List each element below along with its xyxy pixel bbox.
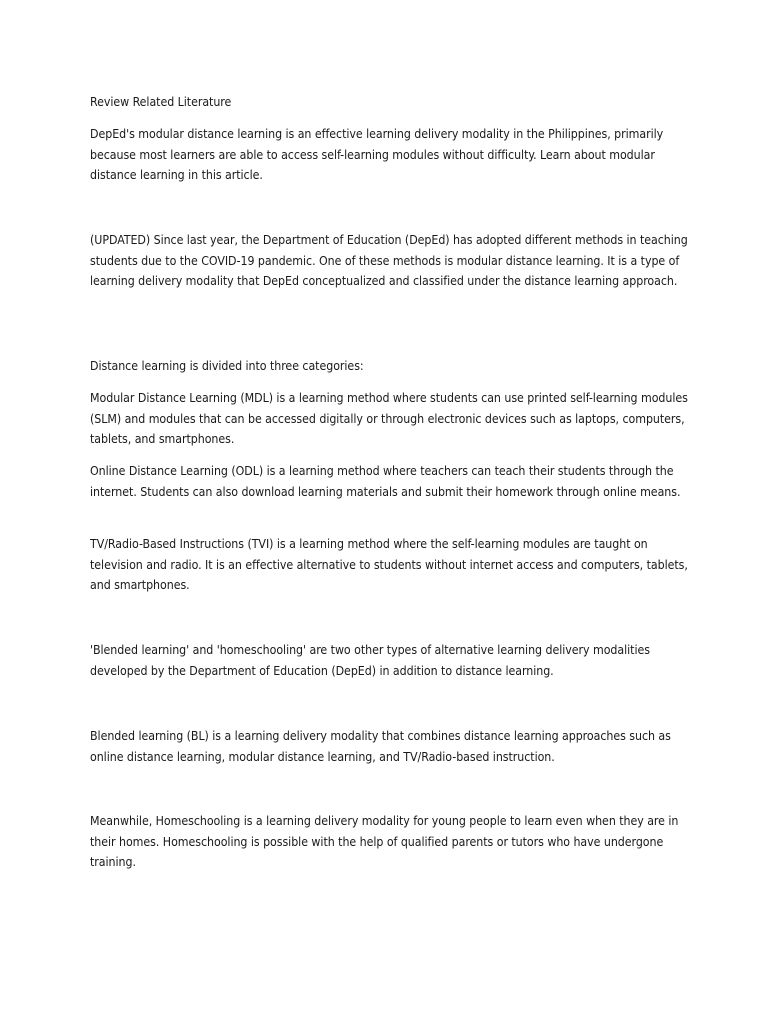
paragraph-odl: Online Distance Learning (ODL) is a learning method where teachers can teach their students through the internet. Students can also download learning materials and submit their homework through online means.: [90, 464, 681, 499]
paragraph-intro: DepEd's modular distance learning is an effective learning delivery modality in the Philippines, primarily because most learners are able to access self-learning modules without difficulty. Learn about modular distance learning in this article.: [90, 127, 664, 183]
paragraph-updated: (UPDATED) Since last year, the Department of Education (DepEd) has adopted different methods in teaching students due to the COVID-19 pandemic. One of these methods is modular distance learning. It is a type of learning delivery modality that DepEd conceptualized and classified under the distance learning approach.: [90, 233, 688, 289]
document-heading: Review Related Literature: [90, 95, 232, 109]
paragraph-blended-homeschooling: 'Blended learning' and 'homeschooling' are two other types of alternative learning delivery modalities developed by the Department of Education (DepEd) in addition to distance learning.: [90, 643, 650, 678]
paragraph-categories: Distance learning is divided into three categories:: [90, 359, 364, 373]
paragraph-tvi: TV/Radio-Based Instructions (TVI) is a learning method where the self-learning modules are taught on television and radio. It is an effective alternative to students without internet access and computers, tablets, and smartphones.: [90, 537, 688, 593]
paragraph-mdl: Modular Distance Learning (MDL) is a learning method where students can use printed self-learning modules (SLM) and modules that can be accessed digitally or through electronic devices such as laptops, computers, tablets, and smartphones.: [90, 391, 688, 447]
paragraph-homeschooling: Meanwhile, Homeschooling is a learning delivery modality for young people to learn even when they are in their homes. Homeschooling is possible with the help of qualified parents or tutors who have undergone training.: [90, 814, 679, 870]
paragraph-blended-learning: Blended learning (BL) is a learning delivery modality that combines distance learning approaches such as online distance learning, modular distance learning, and TV/Radio-based instruction.: [90, 729, 671, 764]
